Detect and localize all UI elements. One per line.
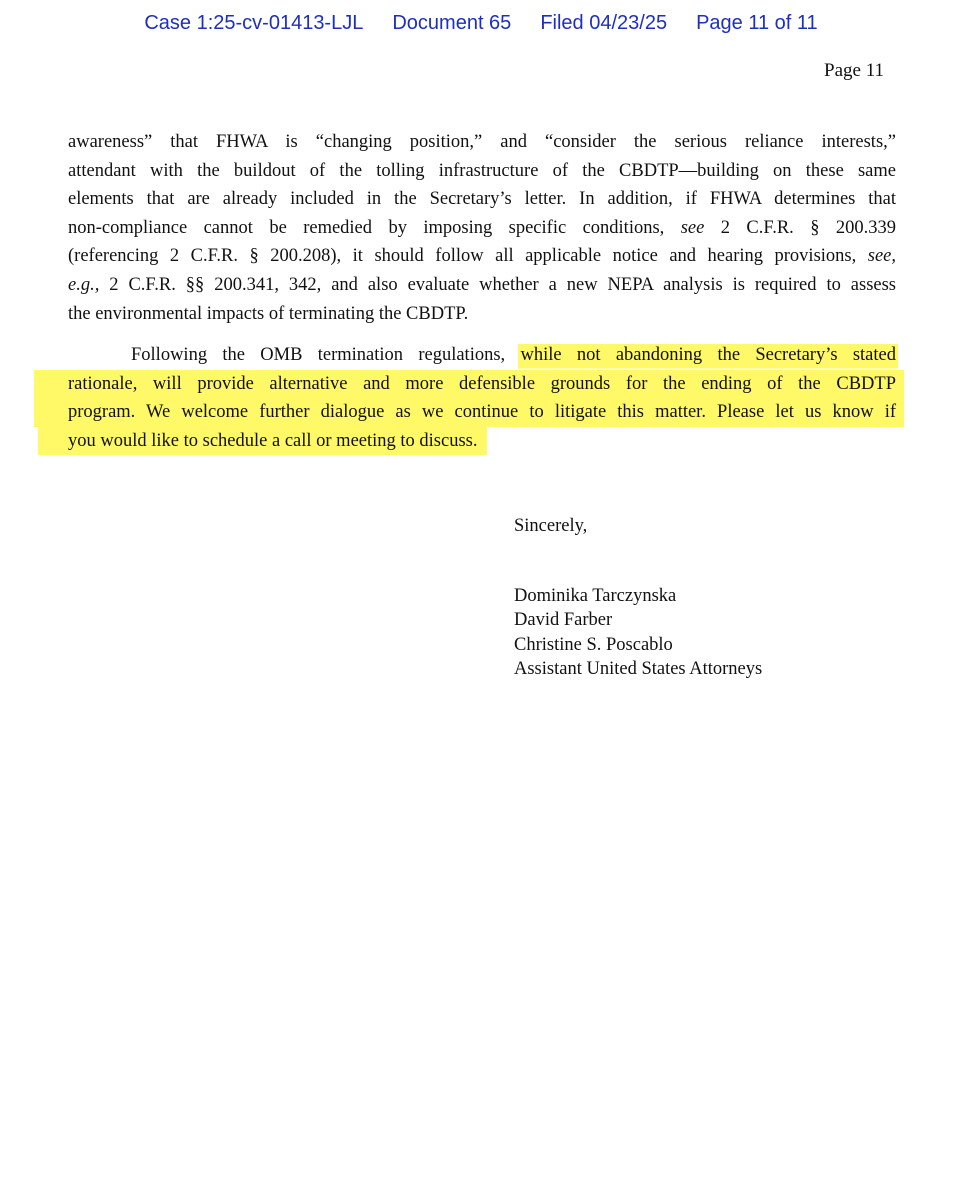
paragraph-2-line-3-highlighted: program. We welcome further dialogue as we continue to litigate this matter. Please let us know if — [34, 398, 904, 427]
paragraph-2-line-4 — [68, 427, 896, 456]
paragraph-1-line-6: e.g., 2 C.F.R. §§ 200.341, 342, and also evaluate whether a new NEPA analysis is required to assess — [68, 274, 896, 295]
paragraph-1 — [68, 128, 896, 328]
ecf-filing-header — [0, 12, 962, 35]
paragraph-1-line-3: elements that are already included in the Secretary’s letter. In addition, if FHWA determines that — [68, 189, 896, 210]
signer-name: Dominika Tarczynska — [514, 585, 677, 606]
paragraph-1-line-7: the environmental impacts of terminating the CBDTP. — [68, 303, 469, 324]
signature-block — [514, 514, 762, 682]
closing: Sincerely, — [514, 516, 588, 536]
paragraph-2 — [68, 341, 896, 455]
highlighted-text: you would like to schedule a call or meeting to discuss. — [38, 427, 487, 456]
highlighted-text: while not abandoning the Secretary’s stated — [518, 343, 898, 369]
page-number: Page 11 — [824, 60, 884, 81]
case-number: Case 1:25-cv-01413-LJL — [144, 12, 364, 34]
citation-signal-see: see, — [867, 246, 896, 267]
page-count: Page 11 of 11 — [696, 12, 818, 34]
signer-name: David Farber — [514, 610, 613, 630]
paragraph-1-line-4: non-compliance cannot be remedied by imposing specific conditions, see 2 C.F.R. § 200.339 — [68, 217, 897, 238]
citation-signal-see: see — [680, 217, 705, 238]
paragraph-1-line-1: awareness” that FHWA is “changing position,” and “consider the serious reliance interests,” — [68, 132, 896, 152]
paragraph-2-line-1: Following the OMB termination regulations, while not abandoning the Secretary’s stated — [68, 341, 896, 370]
filed-date: Filed 04/23/25 — [540, 12, 668, 34]
signer-title: Assistant United States Attorneys — [514, 659, 763, 679]
paragraph-2-line-2-highlighted: rationale, will provide alternative and more defensible grounds for the ending of the CBDTP — [34, 370, 904, 399]
signer-name: Christine S. Poscablo — [514, 634, 673, 655]
citation-signal-eg: e.g., — [68, 274, 100, 295]
paragraph-1-line-2: attendant with the buildout of the tolling infrastructure of the CBDTP—building on these same — [68, 160, 896, 181]
document-number: Document 65 — [392, 12, 512, 34]
paragraph-1-line-5: (referencing 2 C.F.R. § 200.208), it should follow all applicable notice and hearing provisions, see, — [68, 246, 896, 267]
